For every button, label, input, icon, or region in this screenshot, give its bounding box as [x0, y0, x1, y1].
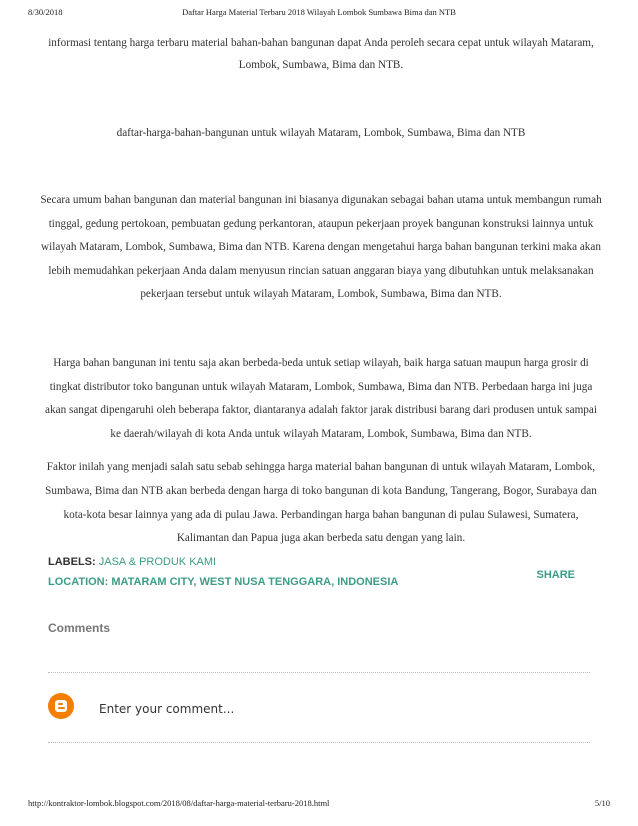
- divider: [48, 672, 590, 673]
- image-caption: daftar-harga-bahan-bangunan untuk wilayah Mataram, Lombok, Sumbawa, Bima dan NTB: [116, 127, 526, 139]
- print-url: http://kontraktor-lombok.blogspot.com/2018/08/daftar-harga-material-terbaru-2018.html: [28, 798, 330, 808]
- post-body: [40, 32, 602, 551]
- blogger-logo-mark: [55, 700, 67, 712]
- location-link[interactable]: LOCATION: MATARAM CITY, WEST NUSA TENGGARA, INDONESIA: [48, 576, 399, 588]
- intro-paragraph: informasi tentang harga terbaru material bahan-bahan bangunan dapat Anda peroleh secara cepat untuk wilayah Mataram, Lombok, Sumbawa, Bima dan NTB.: [48, 37, 594, 71]
- print-date: 8/30/2018: [28, 7, 63, 17]
- share-button[interactable]: SHARE: [536, 569, 575, 581]
- body-paragraph: Harga bahan bangunan ini tentu saja akan berbeda-beda untuk setiap wilayah, baik harga satuan maupun harga grosir di tingkat distributor toko bangunan untuk wilayah Mataram, Lombok, Sumbawa, Bima dan NTB. Perbedaan harga ini juga akan sangat dipengaruhi oleh beberapa faktor, diantaranya adalah faktor jarak distribusi barang dari produsen untuk sampai ke daerah/wilayah di kota Anda untuk wilayah Mataram, Lombok, Sumbawa, Bima dan NTB.: [45, 356, 597, 440]
- labels-line: [48, 556, 216, 568]
- body-paragraph: Secara umum bahan bangunan dan material bangunan ini biasanya digunakan sebagai bahan utama untuk membangun rumah tinggal, gedung pertokoan, pembuatan gedung perkantoran, ataupun pekerjaan proyek bangunan konstruksi lainnya untuk wilayah Mataram, Lombok, Sumbawa, Bima dan NTB. Karena dengan mengetahui harga bahan bangunan terkini maka akan lebih memudahkan pekerjaan Anda dalam menyusun rincian satuan anggaran biaya yang dibutuhkan untuk melaksanakan pekerjaan tersebut untuk wilayah Mataram, Lombok, Sumbawa, Bima dan NTB.: [40, 194, 602, 301]
- body-paragraph: Faktor inilah yang menjadi salah satu sebab sehingga harga material bahan bangunan di untuk wilayah Mataram, Lombok, Sumbawa, Bima dan NTB akan berbeda dengan harga di toko bangunan di kota Bandung, Tangerang, Bogor, Surabaya dan kota-kota besar lainnya yang ada di pulau Jawa. Perbandingan harga bahan bangunan di pulau Sulawesi, Sumatera, Kalimantan dan Papua juga akan berbeda satu dengan yang lain.: [45, 461, 597, 545]
- labels-key: LABELS:: [48, 556, 96, 568]
- post-footer: [48, 556, 603, 596]
- print-header: [0, 7, 638, 19]
- page-number: 5/10: [594, 798, 610, 808]
- comment-input[interactable]: [99, 699, 579, 719]
- label-link[interactable]: JASA & PRODUK KAMI: [98, 556, 217, 568]
- print-footer: [0, 798, 638, 810]
- blogger-icon: [48, 693, 74, 719]
- comments-heading: Comments: [48, 621, 111, 635]
- divider: [48, 742, 590, 743]
- print-page-title: Daftar Harga Material Terbaru 2018 Wilayah Lombok Sumbawa Bima dan NTB: [182, 7, 456, 17]
